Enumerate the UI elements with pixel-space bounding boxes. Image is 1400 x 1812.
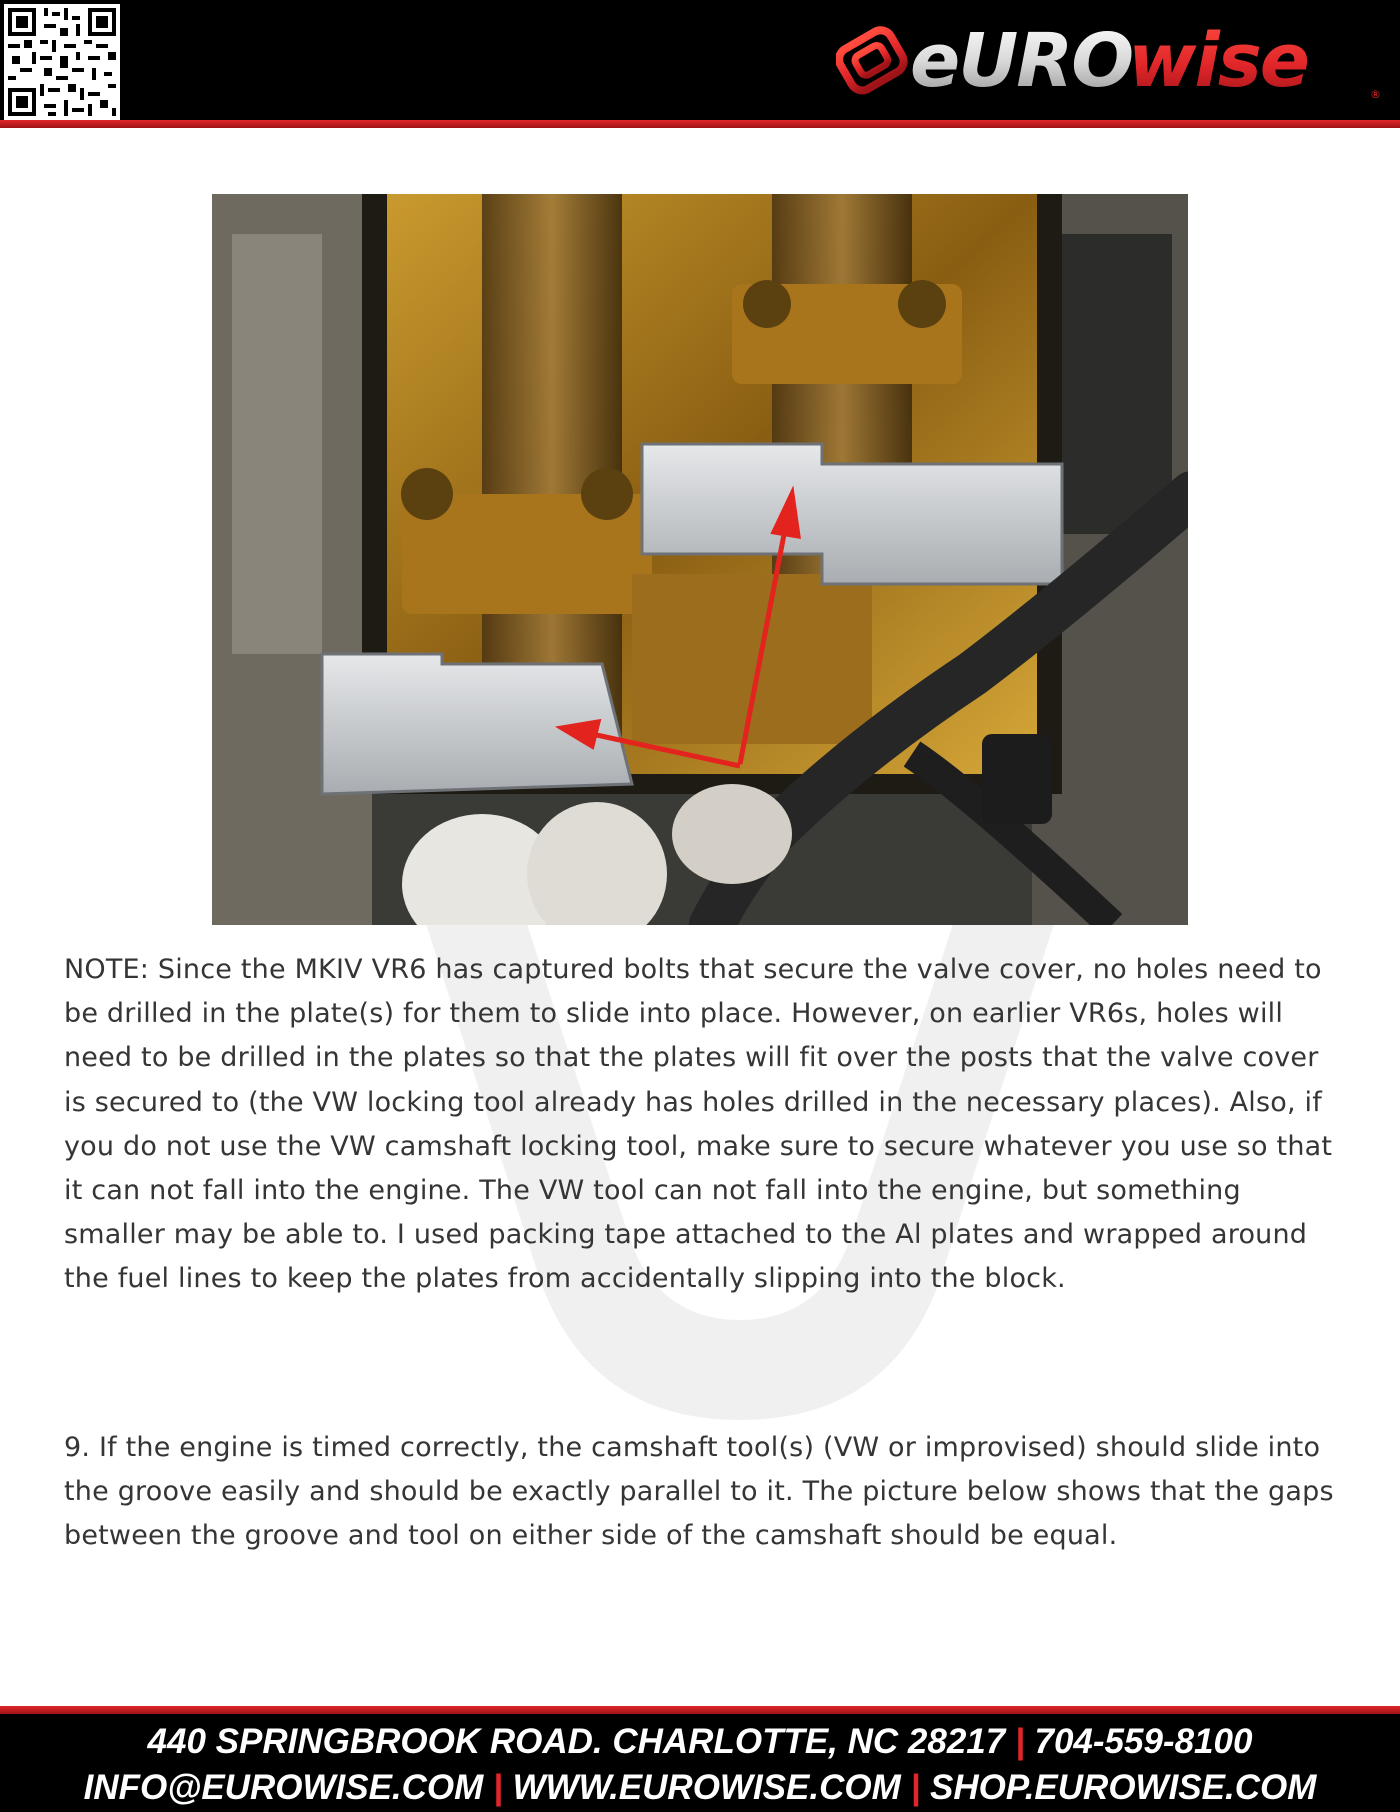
svg-text:eURO: eURO <box>910 18 1133 104</box>
svg-text:®: ® <box>1370 88 1381 101</box>
footer-separator: | <box>493 1768 503 1807</box>
note-paragraph: NOTE: Since the MKIV VR6 has captured bolts that secure the valve cover, no holes need to be drilled in the plate(s) for them to slide into place. However, on earlier VR6s, holes will need to be drilled in the plates so that the plates will fit over the posts that the valve cover is secured to (the VW locking tool already has holes drilled in the necessary places). Also, if you do not use the VW camshaft locking tool, make sure to secure whatever you use so that it can not fall into the engine. The VW tool can not fall into the engine, but something smaller may be able to. I used packing tape attached to the Al plates and wrapped around the fuel lines to keep the plates from accidentally slipping into the block. <box>64 954 1333 1295</box>
footer-email[interactable]: INFO@EUROWISE.COM <box>83 1768 484 1807</box>
footer-website[interactable]: WWW.EUROWISE.COM <box>512 1768 901 1807</box>
svg-text:wise: wise <box>1128 18 1308 104</box>
eurowise-logo[interactable] <box>836 14 1384 106</box>
footer-address-line <box>0 1722 1400 1762</box>
footer-contact-line <box>0 1768 1400 1808</box>
footer-shop[interactable]: SHOP.EUROWISE.COM <box>930 1768 1317 1807</box>
footer-separator: | <box>910 1768 921 1807</box>
footer-divider <box>0 1706 1400 1714</box>
footer-separator: | <box>1014 1722 1025 1761</box>
engine-camshaft-locking-plates-photo <box>212 194 1188 925</box>
step-9-paragraph: 9. If the engine is timed correctly, the camshaft tool(s) (VW or improvised) should slide into the groove easily and should be exactly parallel to it. The picture below shows that the gaps between the groove and tool on either side of the camshaft should be equal. <box>64 1432 1334 1552</box>
footer-phone[interactable]: 704-559-8100 <box>1034 1722 1253 1761</box>
footer-address: 440 SPRINGBROOK ROAD. CHARLOTTE, NC 28217 <box>147 1722 1006 1761</box>
qr-code-icon[interactable] <box>4 4 120 120</box>
header-divider <box>0 120 1400 128</box>
